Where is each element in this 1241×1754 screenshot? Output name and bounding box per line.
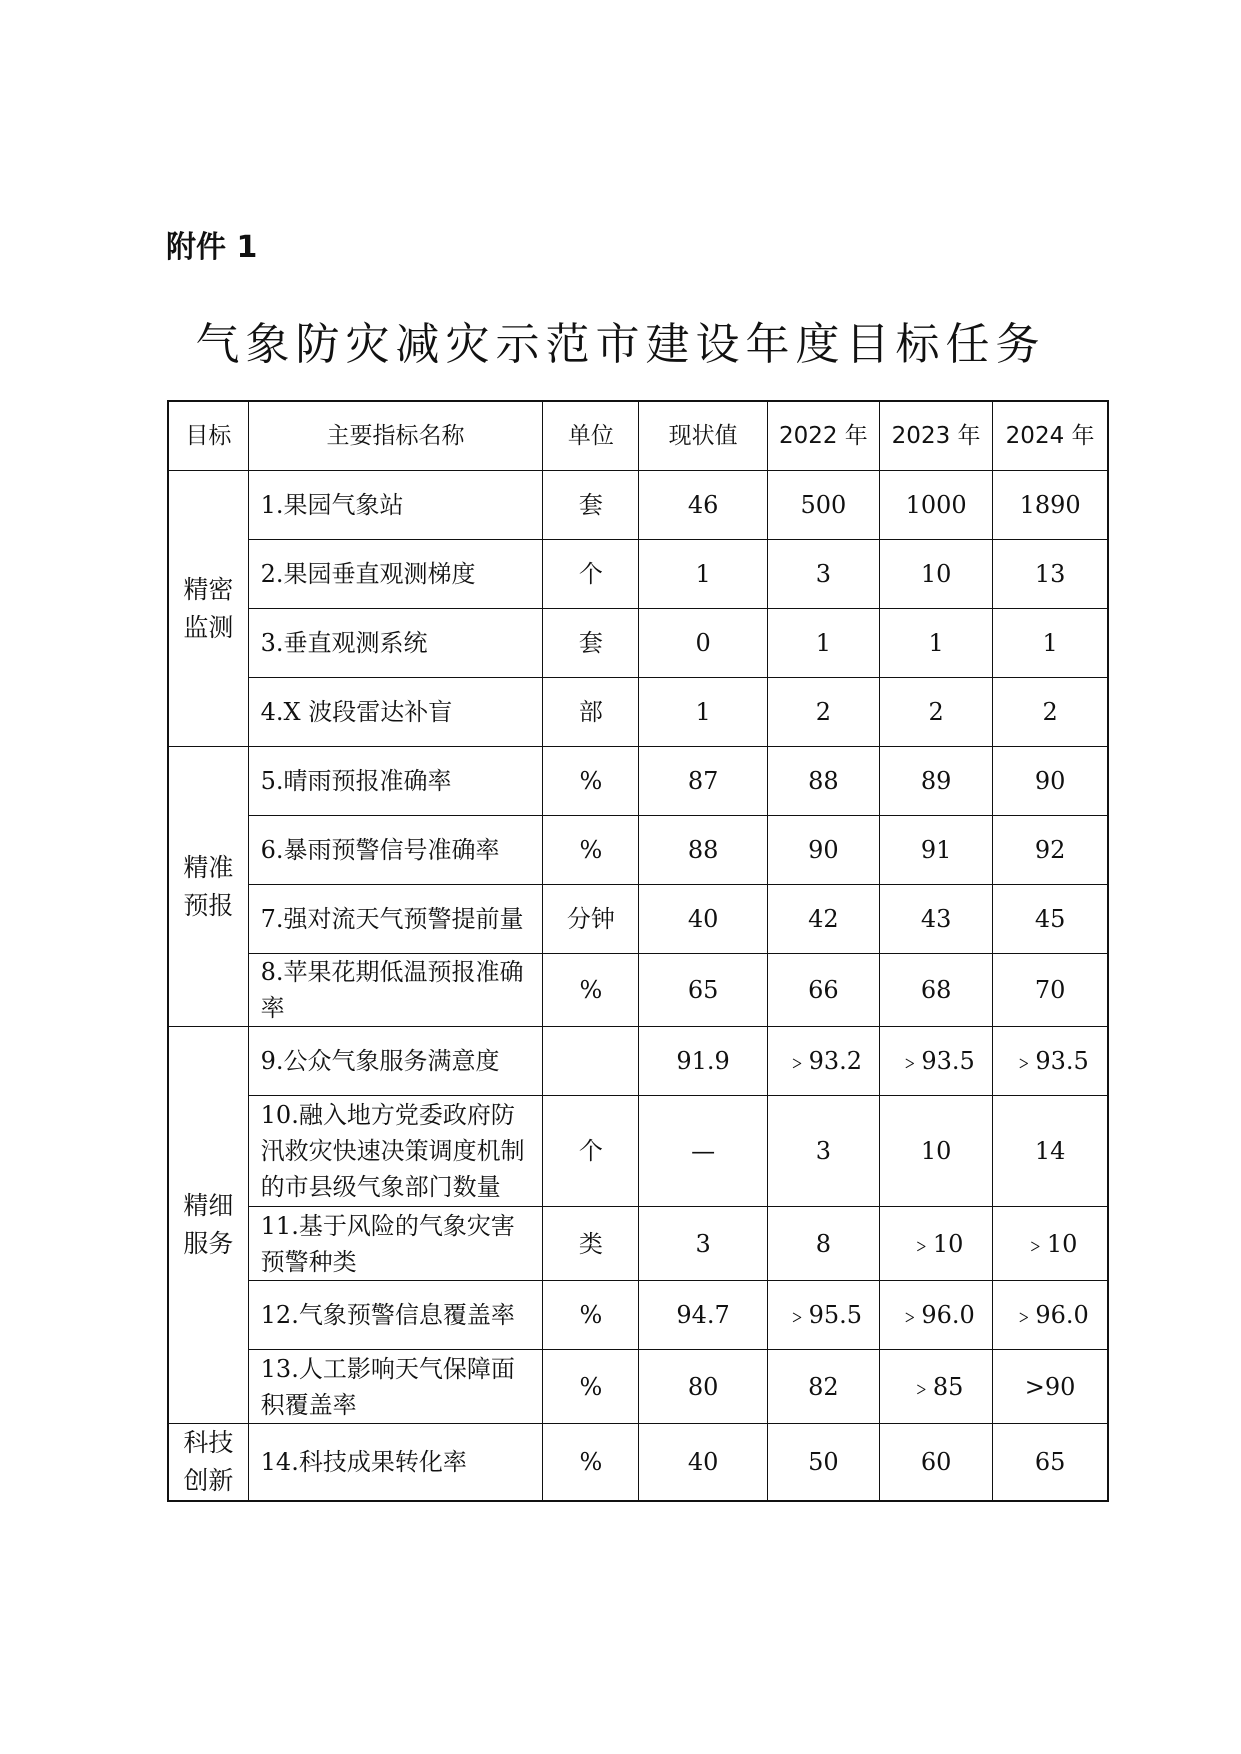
y2024-cell: 2 [993,678,1108,747]
indicator-name: 6.暴雨预警信号准确率 [248,816,543,885]
indicator-name: 3.垂直观测系统 [248,609,543,678]
table-row [168,678,1108,747]
y2024-cell: 92 [993,816,1108,885]
table-row [168,747,1108,816]
unit-cell: % [543,816,639,885]
current-cell: 88 [639,816,767,885]
unit-cell: 套 [543,471,639,540]
table-row [168,1424,1108,1502]
table-header-row [168,401,1108,471]
y2023-cell: 68 [879,954,992,1027]
y2024-cell: >90 [993,1350,1108,1424]
header-year-2022: 2022 年 [767,401,879,471]
page-title: 气象防灾减灾示范市建设年度目标任务 [195,319,1046,370]
y2024-cell: 45 [993,885,1108,954]
unit-cell: 类 [543,1207,639,1281]
unit-cell: % [543,1281,639,1350]
current-cell: 87 [639,747,767,816]
current-cell: 65 [639,954,767,1027]
table-row [168,885,1108,954]
y2022-cell: 82 [767,1350,879,1424]
unit-cell [543,1027,639,1096]
header-unit: 单位 [543,401,639,471]
y2024-cell: ﹥93.5 [993,1027,1108,1096]
unit-cell: % [543,1424,639,1502]
y2024-cell: 1890 [993,471,1108,540]
table-row [168,954,1108,1027]
current-cell: 91.9 [639,1027,767,1096]
header-indicator-name: 主要指标名称 [248,401,543,471]
y2023-cell: 1 [879,609,992,678]
table-row [168,1281,1108,1350]
y2022-cell: 2 [767,678,879,747]
y2023-cell: 89 [879,747,992,816]
indicator-name: 5.晴雨预报准确率 [248,747,543,816]
y2024-cell: ﹥10 [993,1207,1108,1281]
y2022-cell: ﹥95.5 [767,1281,879,1350]
y2023-cell: 10 [879,540,992,609]
y2022-cell: 50 [767,1424,879,1502]
y2023-cell: 1000 [879,471,992,540]
target-table [167,400,1109,1502]
unit-cell: % [543,1350,639,1424]
y2024-cell: 90 [993,747,1108,816]
y2022-cell: 8 [767,1207,879,1281]
indicator-name: 14.科技成果转化率 [248,1424,543,1502]
y2022-cell: 3 [767,1096,879,1207]
current-cell: — [639,1096,767,1207]
current-cell: 1 [639,540,767,609]
header-year-2024: 2024 年 [993,401,1108,471]
y2022-cell: 42 [767,885,879,954]
header-current-value: 现状值 [639,401,767,471]
current-cell: 0 [639,609,767,678]
indicator-name: 1.果园气象站 [248,471,543,540]
current-cell: 40 [639,885,767,954]
y2023-cell: ﹥10 [879,1207,992,1281]
header-year-2023: 2023 年 [879,401,992,471]
table-row [168,1350,1108,1424]
indicator-name: 13.人工影响天气保障面积覆盖率 [248,1350,543,1424]
y2024-cell: ﹥96.0 [993,1281,1108,1350]
table-row [168,471,1108,540]
current-cell: 3 [639,1207,767,1281]
table-row [168,1096,1108,1207]
unit-cell: % [543,747,639,816]
unit-cell: 部 [543,678,639,747]
y2023-cell: 2 [879,678,992,747]
y2022-cell: 500 [767,471,879,540]
y2022-cell: 66 [767,954,879,1027]
current-cell: 46 [639,471,767,540]
indicator-name: 11.基于风险的气象灾害预警种类 [248,1207,543,1281]
unit-cell: % [543,954,639,1027]
indicator-name: 10.融入地方党委政府防汛救灾快速决策调度机制的市县级气象部门数量 [248,1096,543,1207]
y2024-cell: 70 [993,954,1108,1027]
y2022-cell: 3 [767,540,879,609]
y2024-cell: 14 [993,1096,1108,1207]
y2023-cell: ﹥96.0 [879,1281,992,1350]
indicator-name: 9.公众气象服务满意度 [248,1027,543,1096]
y2023-cell: 10 [879,1096,992,1207]
y2022-cell: ﹥93.2 [767,1027,879,1096]
unit-cell: 分钟 [543,885,639,954]
y2024-cell: 13 [993,540,1108,609]
y2022-cell: 1 [767,609,879,678]
header-goal: 目标 [168,401,248,471]
indicator-name: 4.X 波段雷达补盲 [248,678,543,747]
table-row [168,609,1108,678]
attachment-label: 附件 1 [166,230,258,265]
current-cell: 94.7 [639,1281,767,1350]
table-row [168,816,1108,885]
unit-cell: 套 [543,609,639,678]
table-row [168,1207,1108,1281]
table-row [168,1027,1108,1096]
y2023-cell: 60 [879,1424,992,1502]
current-cell: 1 [639,678,767,747]
y2023-cell: 43 [879,885,992,954]
indicator-name: 2.果园垂直观测梯度 [248,540,543,609]
table-row [168,540,1108,609]
goal-cell: 精细 服务 [168,1027,248,1424]
y2023-cell: 91 [879,816,992,885]
current-cell: 40 [639,1424,767,1502]
y2022-cell: 90 [767,816,879,885]
y2023-cell: ﹥85 [879,1350,992,1424]
y2024-cell: 65 [993,1424,1108,1502]
indicator-name: 7.强对流天气预警提前量 [248,885,543,954]
y2024-cell: 1 [993,609,1108,678]
goal-cell: 科技 创新 [168,1424,248,1502]
goal-cell: 精密 监测 [168,471,248,747]
goal-cell: 精准 预报 [168,747,248,1027]
current-cell: 80 [639,1350,767,1424]
unit-cell: 个 [543,540,639,609]
unit-cell: 个 [543,1096,639,1207]
y2022-cell: 88 [767,747,879,816]
indicator-name: 8.苹果花期低温预报准确率 [248,954,543,1027]
y2023-cell: ﹥93.5 [879,1027,992,1096]
indicator-name: 12.气象预警信息覆盖率 [248,1281,543,1350]
